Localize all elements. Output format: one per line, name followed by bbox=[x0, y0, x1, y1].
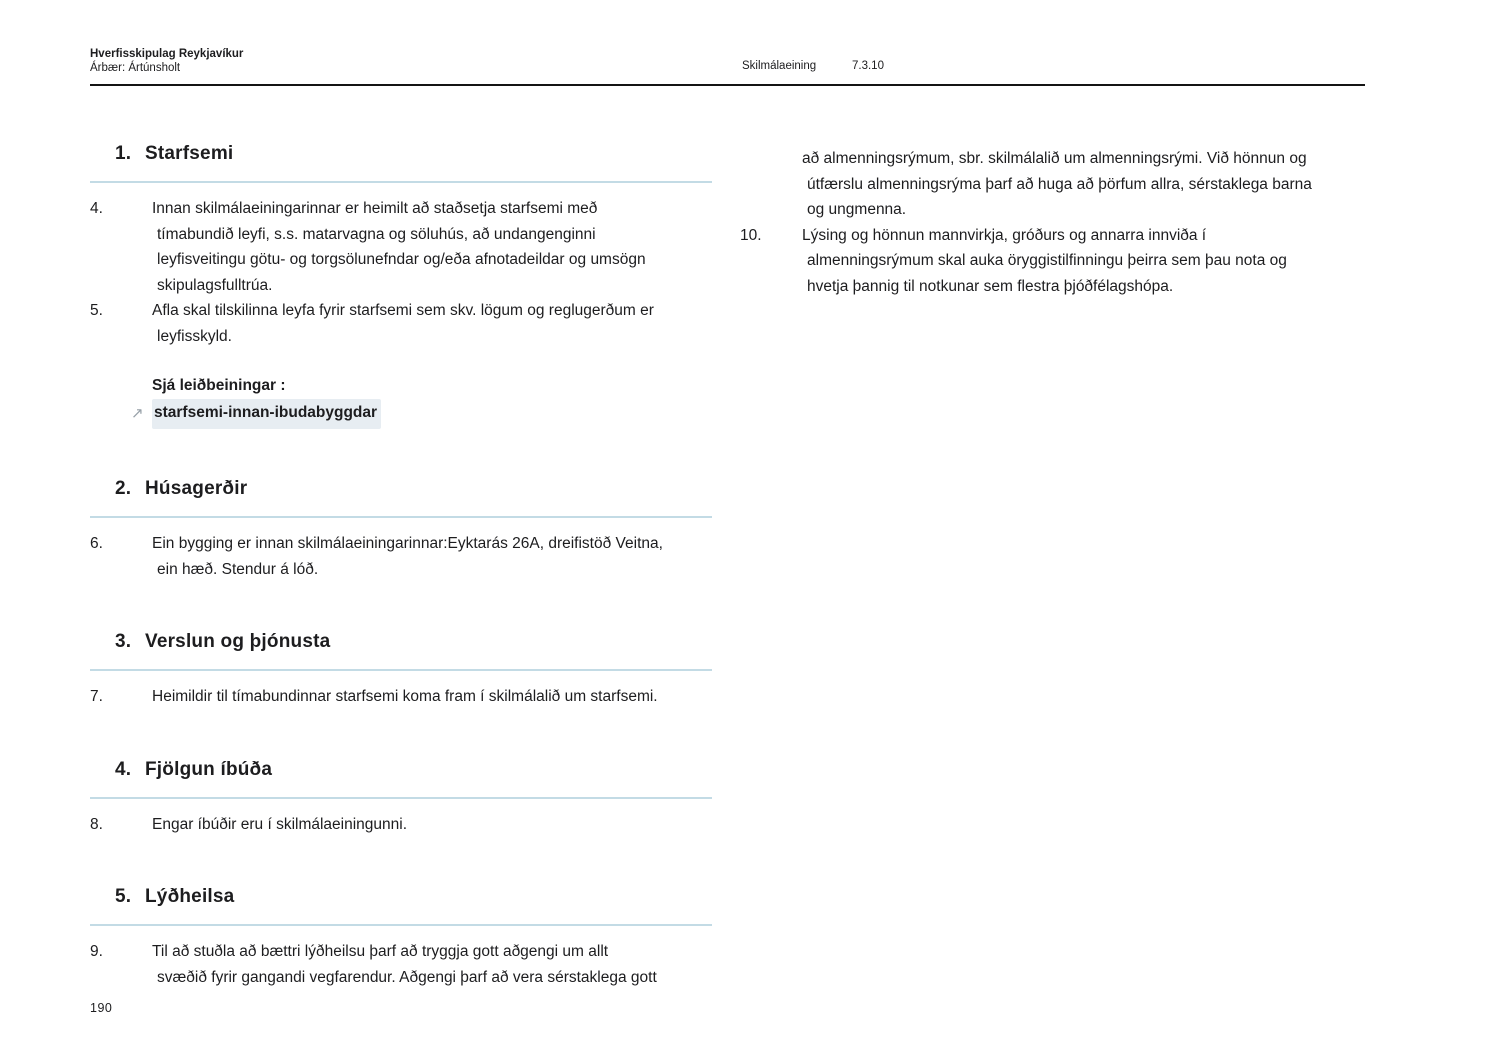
section-title: Lýðheilsa bbox=[145, 886, 235, 907]
item-text-line: Ein bygging er innan skilmálaeiningarinnar:Eyktarás 26A, dreifistöð Veitna, bbox=[152, 535, 663, 552]
section-heading bbox=[90, 883, 712, 911]
guidance-link[interactable]: starfsemi-innan-ibudabyggdar bbox=[152, 399, 381, 429]
guidance-label: Sjá leiðbeiningar : bbox=[152, 377, 286, 394]
section-number: 1. bbox=[115, 143, 132, 164]
item-text-line: að almenningsrýmum, sbr. skilmálalið um almenningsrými. Við hönnun og bbox=[802, 150, 1307, 167]
section-body bbox=[90, 926, 712, 990]
numbered-item bbox=[90, 684, 712, 710]
item-text-line: Lýsing og hönnun mannvirkja, gróðurs og annarra innviða í bbox=[802, 226, 1207, 244]
header-divider bbox=[90, 84, 1365, 86]
unit-label: Skilmálaeining bbox=[742, 60, 817, 72]
arrow-up-right-icon: ↗ bbox=[131, 405, 144, 422]
item-text-line: Heimildir til tímabundinnar starfsemi koma fram í skilmálalið um starfsemi. bbox=[152, 688, 658, 705]
item-text-line: svæðið fyrir gangandi vegfarendur. Aðgengi þarf að vera sérstaklega gott bbox=[157, 968, 657, 986]
section bbox=[90, 756, 712, 838]
item-number: 9. bbox=[90, 943, 103, 960]
unit-number: 7.3.10 bbox=[852, 60, 884, 72]
section-title: Verslun og þjónusta bbox=[145, 631, 331, 652]
section-title: Húsagerðir bbox=[145, 478, 248, 499]
item-text bbox=[152, 298, 712, 349]
numbered-item bbox=[90, 531, 712, 582]
document-subtitle: Árbær: Ártúnsholt bbox=[90, 62, 181, 74]
item-text-line: og ungmenna. bbox=[807, 201, 907, 218]
section bbox=[90, 883, 712, 990]
item-text-line: tímabundið leyfi, s.s. matarvagna og söluhús, að undangenginni bbox=[157, 225, 596, 243]
item-text bbox=[152, 531, 712, 582]
section-heading bbox=[90, 475, 712, 503]
section-body bbox=[90, 671, 712, 710]
item-number: 6. bbox=[90, 535, 103, 552]
section-number: 4. bbox=[115, 758, 132, 780]
section-number: 2. bbox=[115, 478, 132, 499]
numbered-item bbox=[740, 223, 1420, 300]
numbered-item bbox=[90, 196, 712, 298]
item-text bbox=[152, 684, 712, 710]
item-text-line: Innan skilmálaeiningarinnar er heimilt að staðsetja starfsemi með bbox=[152, 200, 598, 217]
item-text-line: hvetja þannig til notkunar sem flestra þjóðfélagshópa. bbox=[807, 277, 1174, 295]
section-number: 5. bbox=[115, 886, 132, 907]
section bbox=[90, 475, 712, 582]
document-header bbox=[90, 47, 243, 75]
item-text-line: skipulagsfulltrúa. bbox=[157, 276, 273, 294]
item-text-line: almenningsrýmum skal auka öryggistilfinningu þeirra sem þau nota og bbox=[807, 252, 1287, 269]
section-heading bbox=[90, 756, 712, 784]
item-text-line: Afla skal tilskilinna leyfa fyrir starfsemi sem skv. lögum og reglugerðum er bbox=[152, 302, 654, 319]
left-column bbox=[90, 140, 712, 990]
item-number: 4. bbox=[90, 200, 103, 217]
item-number: 10. bbox=[740, 226, 762, 244]
item-text-line: útfærslu almenningsrýma þarf að huga að þörfum allra, sérstaklega barna bbox=[807, 175, 1312, 193]
guidance-block bbox=[131, 373, 712, 429]
item-text bbox=[802, 146, 1420, 223]
item-number: 7. bbox=[90, 688, 103, 705]
item-text bbox=[152, 812, 712, 838]
item-number: 5. bbox=[90, 302, 103, 319]
section-title: Starfsemi bbox=[145, 143, 234, 164]
item-text-line: leyfisveitingu götu- og torgsölunefndar og/eða afnotadeildar og umsögn bbox=[157, 251, 646, 268]
item-text bbox=[152, 196, 712, 298]
item-text-line: ein hæð. Stendur á lóð. bbox=[157, 560, 319, 578]
section bbox=[90, 628, 712, 710]
numbered-item bbox=[90, 298, 712, 349]
section-heading bbox=[90, 140, 712, 168]
section-body bbox=[90, 518, 712, 582]
document-title: Hverfisskipulag Reykjavíkur bbox=[90, 48, 244, 60]
section bbox=[90, 140, 712, 429]
item-text-line: Engar íbúðir eru í skilmálaeiningunni. bbox=[152, 815, 408, 833]
section-heading bbox=[90, 628, 712, 656]
item-text bbox=[802, 223, 1420, 300]
numbered-item bbox=[90, 939, 712, 990]
section-number: 3. bbox=[115, 631, 132, 652]
section-body bbox=[90, 183, 712, 429]
item-number bbox=[740, 146, 802, 223]
page-number: 190 bbox=[90, 1001, 113, 1015]
right-column bbox=[740, 146, 1420, 299]
section-body bbox=[90, 799, 712, 838]
numbered-item bbox=[90, 812, 712, 838]
guidance-link-row bbox=[131, 399, 712, 429]
item-text-line: leyfisskyld. bbox=[157, 327, 232, 345]
item-number: 8. bbox=[90, 815, 103, 833]
item-text bbox=[152, 939, 712, 990]
section-title: Fjölgun íbúða bbox=[145, 758, 273, 780]
item-text-line: Til að stuðla að bættri lýðheilsu þarf að tryggja gott aðgengi um allt bbox=[152, 943, 609, 960]
numbered-item bbox=[740, 146, 1420, 223]
